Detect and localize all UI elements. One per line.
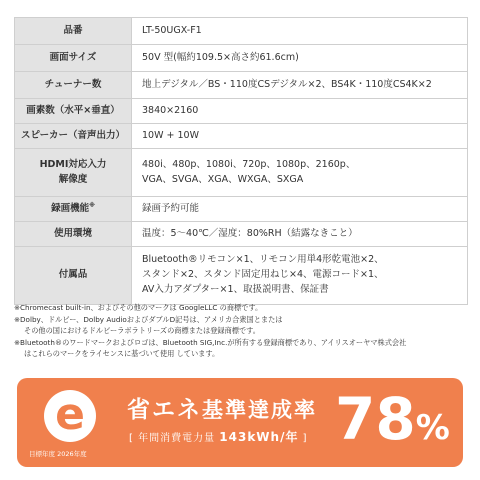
achievement-rate	[335, 384, 450, 463]
spec-row-screen-size	[15, 45, 468, 72]
spec-value: 50V 型(幅約109.5×高さ約61.6cm)	[132, 45, 468, 72]
spec-key: 画面サイズ	[15, 45, 132, 72]
spec-key: 画素数（水平×垂直）	[15, 99, 132, 124]
spec-value	[132, 247, 468, 305]
spec-value: 録画予約可能	[132, 197, 468, 222]
spec-value	[132, 149, 468, 197]
energy-mark-letter: e	[55, 389, 85, 440]
spec-key-line: 解像度	[58, 173, 88, 185]
spec-value: LT-50UGX-F1	[132, 18, 468, 45]
annual-consumption-close: ]	[302, 433, 308, 444]
spec-value-line: Bluetooth®リモコン×1、リモコン用単4形乾電池×2、	[142, 254, 384, 266]
spec-row-speaker	[15, 124, 468, 149]
spec-value: 地上デジタル／BS・110度CSデジタル×2、BS4K・110度CS4K×2	[132, 72, 468, 99]
annual-consumption-value: 143kWh/年	[219, 430, 299, 444]
energy-saving-mark-icon	[44, 390, 96, 442]
spec-key-line: HDMI対応入力	[39, 158, 107, 170]
spec-key: 使用環境	[15, 222, 132, 247]
footnote: ※Chromecast built-in、およびその他のマークは GoogleLLC の商標です。	[14, 303, 263, 312]
annual-consumption-label: [ 年間消費電力量	[129, 433, 216, 444]
footnote: ※Bluetooth®のワードマークおよびロゴは、Bluetooth SIG,Inc.が所有する登録商標であり、アイリスオーヤマ株式会社	[14, 337, 407, 347]
spec-value-line: AV入力アダプター×1、取扱説明書、保証書	[142, 283, 329, 295]
footnote: はこれらのマークをライセンスに基づいて使用 しています。	[24, 349, 220, 359]
spec-key: 付属品	[15, 247, 132, 305]
footnote-mark: ※	[89, 202, 95, 210]
energy-saving-banner	[17, 378, 463, 467]
spec-key-text: 録画機能	[51, 203, 90, 215]
spec-key	[15, 197, 132, 222]
spec-key: チューナー数	[15, 72, 132, 99]
spec-key	[15, 149, 132, 197]
spec-row-pixels	[15, 99, 468, 124]
spec-row-environment	[15, 222, 468, 247]
spec-value: 10W + 10W	[132, 124, 468, 149]
footnote: ※Dolby、ドルビー、Dolby AudioおよびダブルD記号は、アメリカ合衆国とまたは	[14, 314, 283, 324]
energy-saving-title	[127, 391, 317, 424]
energy-saving-title-rest: 基準達成率	[202, 398, 317, 422]
spec-table	[14, 17, 468, 305]
spec-row-hdmi	[15, 149, 468, 197]
footnote: その他の国におけるドルビーラボラトリーズの商標または登録商標です。	[24, 326, 260, 336]
spec-value-line: VGA、SVGA、XGA、WXGA、SXGA	[142, 173, 304, 185]
spec-row-model	[15, 18, 468, 45]
spec-row-accessories	[15, 247, 468, 305]
footnotes	[14, 302, 472, 360]
spec-value-line: 480i、480p、1080i、720p、1080p、2160p、	[142, 158, 356, 170]
energy-saving-title-main: 省エネ	[127, 397, 202, 423]
spec-key: スピーカー（音声出力）	[15, 124, 132, 149]
spec-row-tuners	[15, 72, 468, 99]
target-year: 目標年度 2026年度	[29, 450, 87, 458]
annual-consumption	[129, 428, 308, 445]
spec-row-recording	[15, 197, 468, 222]
achievement-rate-sign: %	[415, 408, 450, 448]
achievement-rate-value: 78	[335, 385, 416, 453]
spec-value: 3840×2160	[132, 99, 468, 124]
spec-value-line: スタンド×2、スタンド固定用ねじ×4、電源コード×1、	[142, 269, 384, 281]
spec-key: 品番	[15, 18, 132, 45]
spec-value: 温度：5～40℃／湿度：80%RH（結露なきこと）	[132, 222, 468, 247]
